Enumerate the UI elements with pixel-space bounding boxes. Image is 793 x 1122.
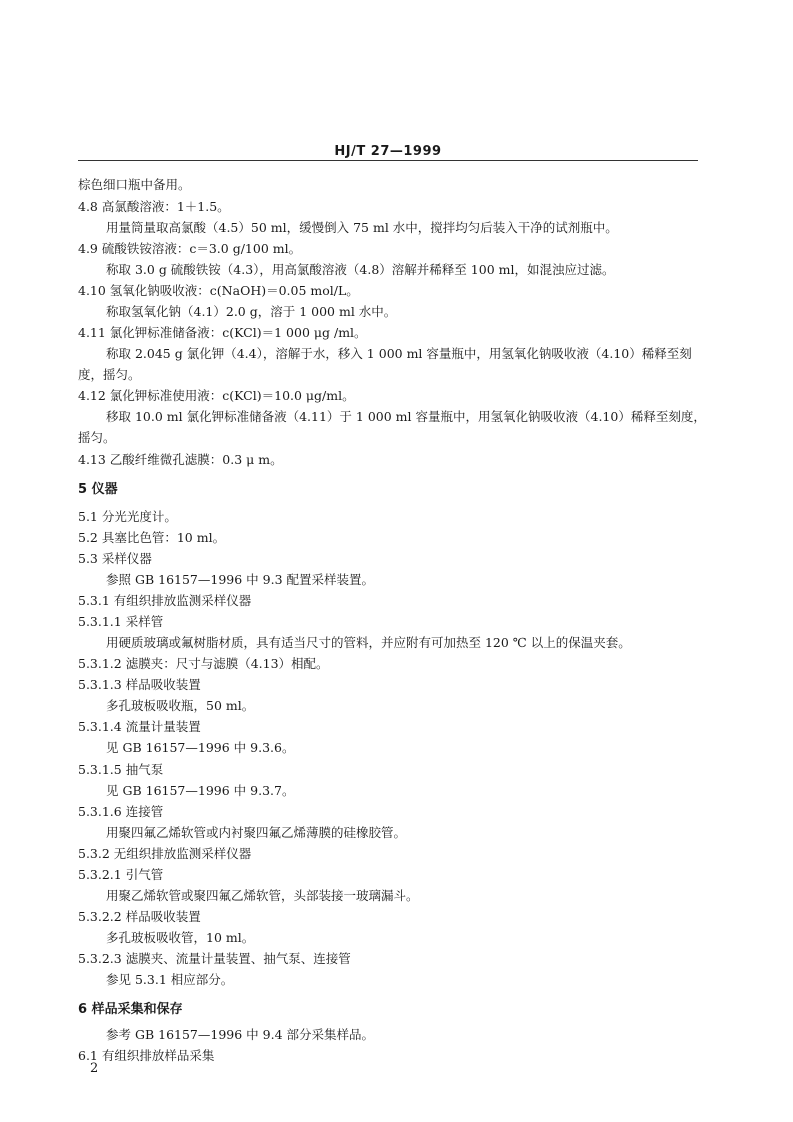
item-5-3-1-4: 5.3.1.4 流量计量装置 [78,719,201,734]
item-5-3-1-3: 5.3.1.3 样品吸收装置 [78,677,201,692]
item-5-3-1-5: 5.3.1.5 抽气泵 [78,762,164,777]
text-line: 用聚四氟乙烯软管或内衬聚四氟乙烯薄膜的硅橡胶管。 [106,825,407,840]
section-heading-5: 5 仪器 [78,482,118,497]
text-line: 移取 10.0 ml 氯化钾标准储备液（4.11）于 1 000 ml 容量瓶中，用氢氧化钠吸收液（4.10）稀释至刻度， [106,409,706,424]
item-4-13: 4.13 乙酸纤维微孔滤膜：0.3 μ m。 [78,452,283,467]
item-5-3-2-3: 5.3.2.3 滤膜夹、流量计量装置、抽气泵、连接管 [78,951,351,966]
item-5-1: 5.1 分光光度计。 [78,509,177,524]
item-5-3-1-6: 5.3.1.6 连接管 [78,804,164,819]
item-4-10: 4.10 氢氧化钠吸收液：c(NaOH)＝0.05 mol/L。 [78,283,359,298]
text-line: 多孔玻板吸收瓶，50 ml。 [106,698,255,713]
item-4-9: 4.9 硫酸铁铵溶液：c＝3.0 g/100 ml。 [78,241,302,256]
page-header [78,144,698,161]
text-line: 参见 5.3.1 相应部分。 [106,972,234,987]
text-line: 参考 GB 16157—1996 中 9.4 部分采集样品。 [106,1027,374,1042]
item-5-3-2: 5.3.2 无组织排放监测采样仪器 [78,846,252,861]
item-5-3-1: 5.3.1 有组织排放监测采样仪器 [78,593,252,608]
text-line: 度，摇匀。 [78,367,141,382]
standard-number: HJ/T 27—1999 [334,144,442,159]
text-line: 见 GB 16157—1996 中 9.3.6。 [106,740,295,755]
item-5-3-1-1: 5.3.1.1 采样管 [78,614,164,629]
item-4-12: 4.12 氯化钾标准使用液：c(KCl)＝10.0 μg/ml。 [78,388,355,403]
text-line: 多孔玻板吸收管，10 ml。 [106,930,255,945]
text-line: 摇匀。 [78,430,116,445]
text-line: 用量筒量取高氯酸（4.5）50 ml，缓慢倒入 75 ml 水中，搅拌均匀后装入干净的试剂瓶中。 [106,220,618,235]
item-5-3-2-2: 5.3.2.2 样品吸收装置 [78,909,201,924]
item-5-2: 5.2 具塞比色管：10 ml。 [78,530,226,545]
text-line: 称取氢氧化钠（4.1）2.0 g，溶于 1 000 ml 水中。 [106,304,397,319]
text-line: 称取 2.045 g 氯化钾（4.4），溶解于水，移入 1 000 ml 容量瓶中，用氢氧化钠吸收液（4.10）稀释至刻 [106,346,692,361]
section-heading-6: 6 样品采集和保存 [78,1002,183,1017]
item-5-3: 5.3 采样仪器 [78,551,152,566]
item-5-3-2-1: 5.3.2.1 引气管 [78,867,164,882]
text-line: 见 GB 16157—1996 中 9.3.7。 [106,783,295,798]
item-4-8: 4.8 高氯酸溶液：1＋1.5。 [78,199,230,214]
text-line: 用硬质玻璃或氟树脂材质，具有适当尺寸的管料，并应附有可加热至 120 ℃ 以上的保温夹套。 [106,635,631,650]
item-6-1: 6.1 有组织排放样品采集 [78,1048,215,1063]
text-line: 用聚乙烯软管或聚四氟乙烯软管，头部装接一玻璃漏斗。 [106,888,419,903]
text-line: 棕色细口瓶中备用。 [78,177,191,192]
item-5-3-1-2: 5.3.1.2 滤膜夹：尺寸与滤膜（4.13）相配。 [78,656,329,671]
text-line: 称取 3.0 g 硫酸铁铵（4.3），用高氯酸溶液（4.8）溶解并稀释至 100 ml，如混浊应过滤。 [106,262,615,277]
item-4-11: 4.11 氯化钾标准储备液：c(KCl)＝1 000 μg /ml。 [78,325,367,340]
text-line: 参照 GB 16157—1996 中 9.3 配置采样装置。 [106,572,374,587]
page-number: 2 [90,1061,99,1076]
